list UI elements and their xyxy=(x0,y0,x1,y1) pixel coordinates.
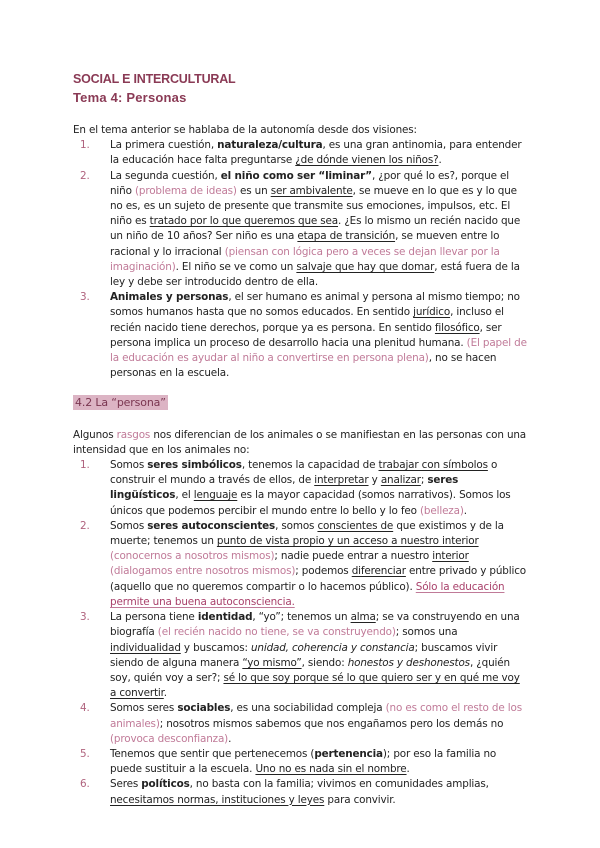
underlined-text: sé lo que soy porque sé lo que quiero ser y en qué me voy a convertir xyxy=(110,671,520,700)
list-item xyxy=(73,747,528,777)
list-number: 2. xyxy=(80,169,90,182)
bold-term: políticos xyxy=(141,778,190,791)
underlined-text: punto de vista propio y un acceso a nuestro interior xyxy=(216,535,479,548)
pink-note: (problema de ideas) xyxy=(134,184,237,197)
list-number: 4. xyxy=(80,702,90,715)
text: La primera cuestión, xyxy=(110,139,218,152)
underlined-text: etapa de transición xyxy=(297,230,396,243)
text: y buscamos: xyxy=(180,641,251,654)
section-heading-label: 4.2 La “persona” xyxy=(75,396,166,410)
text: ; se va construyendo en una biografía xyxy=(110,611,520,639)
text: nos diferencian de los animales o se manifiestan en las personas con una intensidad que en los animales no: xyxy=(73,428,527,456)
underlined-text: ser ambivalente xyxy=(270,184,353,197)
list-number: 1. xyxy=(80,459,90,472)
list-item xyxy=(73,169,528,291)
text: , siendo: xyxy=(301,656,348,669)
text: . xyxy=(438,154,442,167)
bold-term: sociables xyxy=(177,702,231,715)
text: ; nadie puede entrar a nuestro xyxy=(274,550,433,563)
text: La segunda cuestión, xyxy=(110,169,221,182)
underlined-text: individualidad xyxy=(110,641,181,654)
underlined-text: Uno no es nada sin el nombre xyxy=(255,763,407,776)
bold-term: naturaleza/cultura xyxy=(217,139,323,152)
list-item xyxy=(73,519,528,610)
text: , incluso el recién nacido tiene derechos, porque ya es persona. En sentido xyxy=(110,306,504,334)
bold-term: Animales y personas xyxy=(110,291,229,304)
text: o construir el mundo a través de ellos, de xyxy=(110,459,498,487)
bold-term: seres autoconscientes xyxy=(147,519,276,532)
pink-note: (piensan con lógica pero a veces se dejan llevar por la imaginación) xyxy=(110,245,500,273)
text: . xyxy=(463,504,467,517)
text: , el ser humano es animal y persona al mismo tiempo; no somos humanos hasta que no somos educados. En sentido xyxy=(110,291,520,319)
topic-title: Tema 4: Personas xyxy=(73,90,187,105)
underlined-text: analizar xyxy=(380,474,421,487)
text: y xyxy=(368,474,381,487)
underlined-text: salvaje que hay que domar xyxy=(296,260,435,273)
pink-note: (no es como el resto de los animales) xyxy=(110,702,522,730)
list-item xyxy=(73,610,528,701)
list-item xyxy=(73,290,528,381)
text: Somos seres xyxy=(110,702,178,715)
text: . xyxy=(228,732,232,745)
text: . ¿Es lo mismo un recién nacido que un niño de 10 años? Ser niño es una xyxy=(110,215,521,243)
text: ; somos una xyxy=(395,626,458,639)
autonomy-list xyxy=(73,138,528,381)
text: . xyxy=(406,763,410,776)
text: , se mueve en lo que es y lo que no es, es un sujeto de presente que transmite sus emociones, impulsos, etc. El niño es xyxy=(110,184,517,228)
list-number: 5. xyxy=(80,747,90,760)
list-item xyxy=(73,701,528,747)
underlined-text: jurídico xyxy=(413,306,451,319)
section-heading xyxy=(73,395,528,411)
text: ; buscamos vivir siendo de alguna manera xyxy=(110,641,498,669)
list-number: 3. xyxy=(80,291,90,304)
text: . El niño se ve como un xyxy=(175,260,297,273)
text: , “yo”; tenemos un xyxy=(252,611,351,624)
underlined-text: interpretar xyxy=(314,474,369,487)
intro2-paragraph xyxy=(73,428,528,458)
list-number: 6. xyxy=(80,778,90,791)
text: La persona tiene xyxy=(110,611,198,624)
text: Somos xyxy=(110,519,148,532)
list-number: 2. xyxy=(80,519,90,532)
underlined-text: diferenciar xyxy=(351,565,406,578)
text: , es una sociabilidad compleja xyxy=(230,702,386,715)
traits-list xyxy=(73,458,528,808)
underlined-text: necesitamos normas, instituciones y leyes xyxy=(110,793,325,806)
text: , no basta con la familia; vivimos en comunidades amplias, xyxy=(189,778,489,791)
bold-term: seres lingüísticos xyxy=(110,474,459,502)
text: Tenemos que sentir que pertenecemos ( xyxy=(110,747,315,760)
text: , tenemos la capacidad de xyxy=(241,459,379,472)
underlined-text: filosófico xyxy=(434,321,480,334)
underlined-text: conscientes de xyxy=(317,519,394,532)
text: Algunos xyxy=(73,428,117,441)
text: ); por eso la familia no puede sustituir a la escuela. xyxy=(110,747,497,776)
list-number: 3. xyxy=(80,611,90,624)
bold-term: pertenencia xyxy=(314,747,383,760)
underlined-text: tratado por lo que queremos que sea xyxy=(149,215,339,228)
pink-note: (conocernos a nosotros mismos) xyxy=(110,550,275,563)
bold-term: identidad xyxy=(197,611,253,624)
italic-text: unidad, coherencia y constancia xyxy=(250,641,415,654)
bold-term: seres simbólicos xyxy=(147,459,242,472)
list-number: 1. xyxy=(80,139,90,152)
underlined-text: ¿de dónde vienen los niños? xyxy=(295,154,439,167)
text: entre privado y público (aquello que no queremos compartir o lo hacemos público). xyxy=(110,565,526,593)
pink-note: (el recién nacido no tiene, se va construyendo) xyxy=(157,626,396,639)
list-item xyxy=(73,138,528,168)
underlined-text: “yo mismo” xyxy=(242,656,302,669)
text: , ¿por qué lo es?, porque el niño xyxy=(110,169,509,197)
text: Somos xyxy=(110,459,148,472)
underlined-text: alma xyxy=(350,611,376,624)
text: ; xyxy=(420,474,428,487)
underlined-text: interior xyxy=(432,550,469,563)
underlined-text: trabajar con símbolos xyxy=(378,459,488,472)
text: que existimos y de la muerte; tenemos un xyxy=(110,519,504,548)
text: Seres xyxy=(110,778,142,791)
intro-paragraph: En el tema anterior se hablaba de la autonomía desde dos visiones: xyxy=(73,124,417,136)
course-title: SOCIAL E INTERCULTURAL xyxy=(73,72,236,86)
italic-text: honestos y deshonestos xyxy=(347,656,470,669)
text: , se mueven entre lo racional y lo irracional xyxy=(110,230,500,258)
text: . xyxy=(163,687,167,700)
pink-note: (belleza) xyxy=(420,504,464,517)
text: , ¿quién soy, quién voy a ser?; xyxy=(110,656,510,684)
underlined-text: lenguaje xyxy=(193,489,238,502)
bold-term: el niño como ser “liminar” xyxy=(220,169,372,182)
document-page xyxy=(73,71,528,808)
pink-note: rasgos xyxy=(116,428,151,441)
text: , no se hacen personas en la escuela. xyxy=(110,352,497,380)
pink-note: (dialogamos entre nosotros mismos) xyxy=(110,565,296,578)
text: , somos xyxy=(275,519,318,532)
text: , es una gran antinomia, para entender la educación hace falta preguntarse xyxy=(110,139,522,167)
pink-note: (provoca desconfianza) xyxy=(110,732,229,745)
text: es la mayor capacidad (somos narrativos). Somos los únicos que podemos percibir el mundo entre lo bello y lo feo xyxy=(110,489,511,517)
list-item xyxy=(73,777,528,807)
highlighted-text: Sólo la educación permite una buena autoconsciencia. xyxy=(110,580,505,608)
text: ; nosotros mismos sabemos que nos engañamos pero los demás no xyxy=(159,717,504,730)
text: ; podemos xyxy=(295,565,352,578)
list-item xyxy=(73,458,528,519)
text: , ser persona implica un proceso de desarrollo hacia una plenitud humana. xyxy=(110,321,502,349)
text: , está fuera de la ley y debe ser introducido dentro de ella. xyxy=(110,260,520,289)
pink-note: (El papel de la educación es ayudar al niño a convertirse en persona plena) xyxy=(110,336,527,365)
text: para convivir. xyxy=(324,793,396,806)
text: , el xyxy=(175,489,194,502)
text: es un xyxy=(236,184,271,197)
